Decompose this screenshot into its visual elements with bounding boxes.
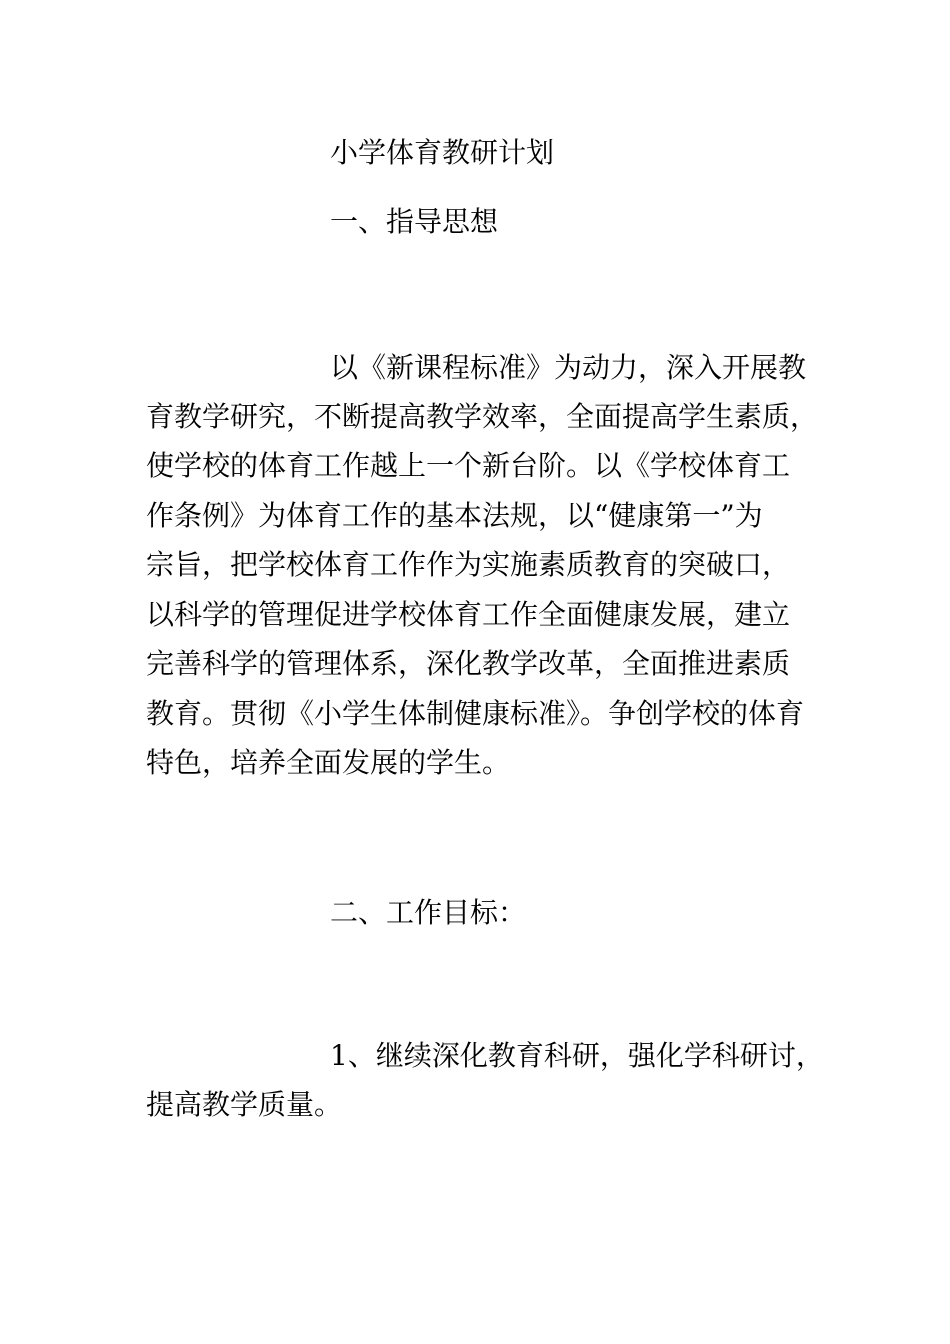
paragraph-line: 作条例》为体育工作的基本法规，以“健康第一”为 [146,499,763,532]
paragraph-line: 使学校的体育工作越上一个新台阶。以《学校体育工 [146,449,791,482]
paragraph-line: 以科学的管理促进学校体育工作全面健康发展，建立 [146,598,791,631]
list-item-line: 1、继续深化教育科研，强化学科研讨， [330,1039,824,1072]
paragraph-line: 完善科学的管理体系，深化教学改革，全面推进素质 [146,647,791,680]
section-heading-guiding-thought: 一、指导思想 [330,205,499,238]
document-title: 小学体育教研计划 [330,136,555,169]
section-heading-work-goals: 二、工作目标： [330,896,527,929]
paragraph-line: 教育。贯彻《小学生体制健康标准》。争创学校的体育 [146,697,805,730]
paragraph-line: 宗旨，把学校体育工作作为实施素质教育的突破口， [146,548,791,581]
paragraph-line: 育教学研究，不断提高教学效率，全面提高学生素质， [146,400,819,433]
paragraph-line: 特色，培养全面发展的学生。 [146,746,511,779]
list-item-line: 提高教学质量。 [146,1088,343,1121]
paragraph-line: 以《新课程标准》为动力，深入开展教 [330,351,807,384]
